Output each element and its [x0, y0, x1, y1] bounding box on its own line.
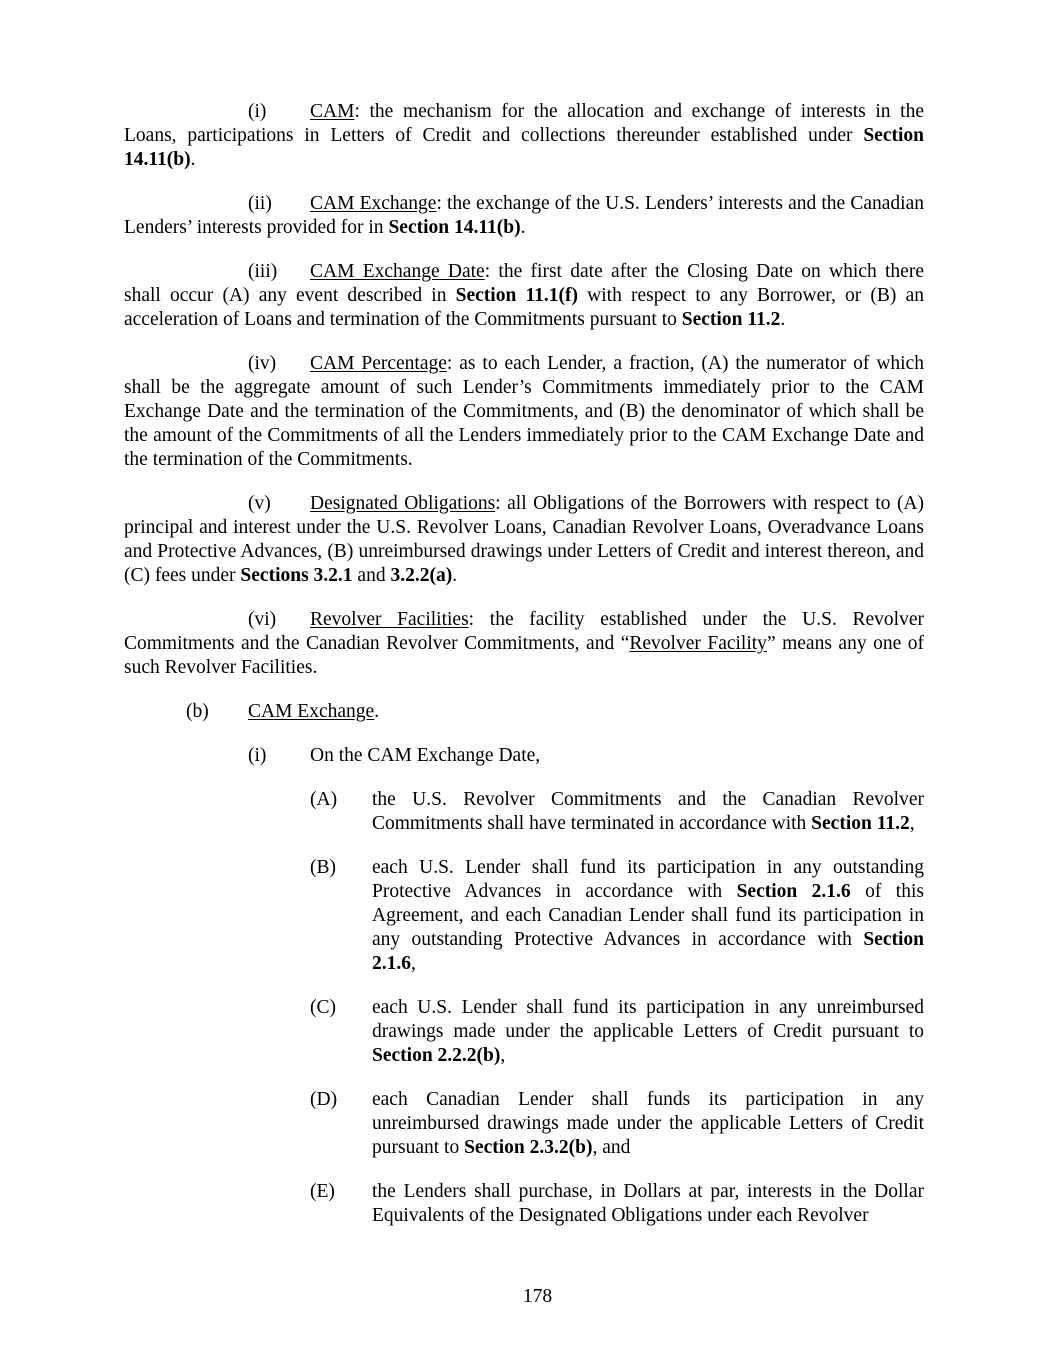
defined-term: Revolver Facility: [629, 633, 767, 654]
section-reference: Section 14.11(b): [388, 217, 521, 238]
clause-a: (A) the U.S. Revolver Commitments and the Canadian Revolver Commitments shall have terminated in accordance with Section 11.2,: [310, 789, 924, 834]
section-reference: Section 2.3.2(b): [464, 1137, 593, 1158]
definition-cam-percentage: (iv) CAM Percentage: as to each Lender, a fraction, (A) the numerator of which shall be the aggregate amount of such Lender’s Commitments immediately prior to the CAM Exchange Date and the termination of the Commitments, and (B) the denominator of which shall be the amount of the Commitments of all the Lenders immediately prior to the CAM Exchange Date and the termination of the Commitments.: [124, 353, 924, 470]
section-reference: Section 14.11(b): [124, 125, 924, 170]
defined-term: Designated Obligations: [310, 493, 496, 514]
section-reference: Section 11.1(f): [455, 285, 578, 306]
section-b-heading: (b) CAM Exchange.: [186, 701, 380, 722]
section-title: CAM Exchange: [248, 701, 375, 722]
clause-d: (D) each Canadian Lender shall funds its participation in any unreimbursed drawings made under the applicable Letters of Credit pursuant to Section 2.3.2(b), and: [310, 1089, 924, 1158]
paragraph-number: (i): [248, 101, 267, 122]
section-reference: Section 2.2.2(b): [372, 1045, 501, 1066]
section-reference: Section 2.1.6: [372, 929, 924, 974]
definition-revolver-facilities: (vi) Revolver Facilities: the facility established under the U.S. Revolver Commitments and the Canadian Revolver Commitments, and “Revolver Facility” means any one of such Revolver Facilities.: [124, 609, 924, 678]
subsection-i: (i) On the CAM Exchange Date,: [248, 745, 541, 766]
clause-label: (C): [310, 997, 336, 1018]
definition-cam-exchange: (ii) CAM Exchange: the exchange of the U.S. Lenders’ interests and the Canadian Lenders’ interests provided for in Section 14.11(b).: [124, 193, 924, 238]
clause-c: (C) each U.S. Lender shall fund its participation in any unreimbursed drawings made under the applicable Letters of Credit pursuant to Section 2.2.2(b),: [310, 997, 924, 1066]
section-reference: Sections 3.2.1: [240, 565, 353, 586]
paragraph-number: (iv): [248, 353, 277, 374]
defined-term: Revolver Facilities: [310, 609, 469, 630]
section-reference: Section 2.1.6: [736, 881, 851, 902]
paragraph-number: (iii): [248, 261, 278, 282]
clause-e: (E) the Lenders shall purchase, in Dollars at par, interests in the Dollar Equivalents of the Designated Obligations under each Revolver: [310, 1181, 924, 1226]
page-number: 178: [522, 1286, 553, 1307]
section-reference: Section 11.2: [681, 309, 781, 330]
defined-term: CAM Exchange Date: [310, 261, 485, 282]
definition-designated-obligations: (v) Designated Obligations: all Obligations of the Borrowers with respect to (A) principal and interest under the U.S. Revolver Loans, Canadian Revolver Loans, Overadvance Loans and Protective Advances, (B) unreimbursed drawings under Letters of Credit and interest thereon, and (C) fees under Sections 3.2.1 and 3.2.2(a).: [124, 493, 925, 586]
clause-label: (A): [310, 789, 338, 810]
definition-cam-exchange-date: (iii) CAM Exchange Date: the first date after the Closing Date on which there shall occur (A) any event described in Section 11.1(f) with respect to any Borrower, or (B) an acceleration of Loans and termination of the Commitments pursuant to Section 11.2.: [124, 261, 924, 330]
clause-b: (B) each U.S. Lender shall fund its participation in any outstanding Protective Advances in accordance with Section 2.1.6 of this Agreement, and each Canadian Lender shall fund its participation in any outstanding Protective Advances in accordance with Section 2.1.6,: [310, 857, 924, 974]
paragraph-number: (vi): [248, 609, 277, 630]
definition-cam: (i) CAM: the mechanism for the allocation and exchange of interests in the Loans, participations in Letters of Credit and collections thereunder established under Section 14.11(b).: [124, 101, 924, 170]
clause-label: (B): [310, 857, 336, 878]
document-page: [124, 100, 924, 1248]
defined-term: CAM Percentage: [310, 353, 447, 374]
subsection-number: (i): [248, 745, 267, 766]
section-reference: Section 11.2: [811, 813, 910, 834]
paragraph-number: (ii): [248, 193, 272, 214]
clause-label: (E): [310, 1181, 335, 1202]
paragraph-number: (v): [248, 493, 271, 514]
clause-label: (D): [310, 1089, 338, 1110]
defined-term: CAM Exchange: [310, 193, 437, 214]
defined-term: CAM: [310, 101, 355, 122]
section-reference: 3.2.2(a): [390, 565, 453, 586]
section-number: (b): [186, 701, 209, 722]
